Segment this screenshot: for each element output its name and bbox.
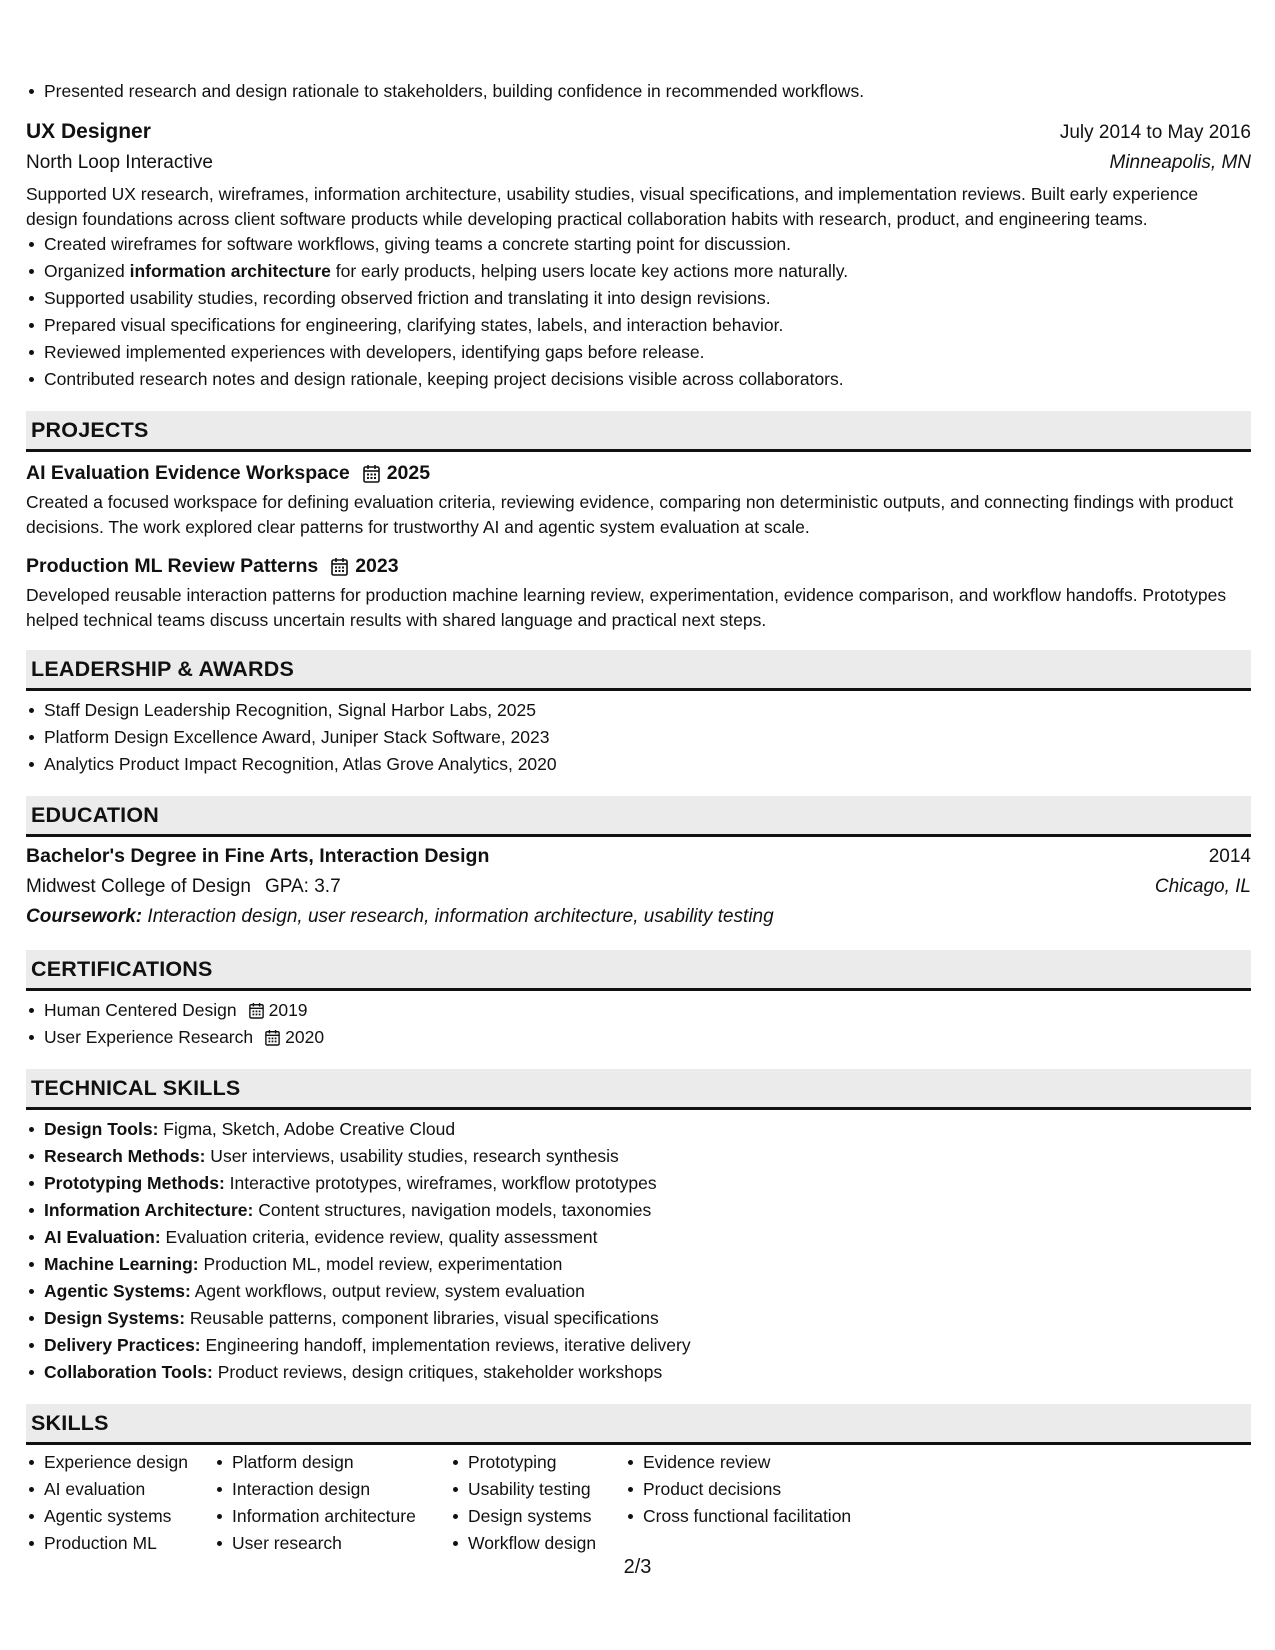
section-title: LEADERSHIP & AWARDS xyxy=(31,656,295,681)
coursework xyxy=(26,902,1251,932)
skill-values: Reusable patterns, component libraries, visual specifications xyxy=(185,1308,659,1328)
certification-name: Human Centered Design xyxy=(44,1000,237,1020)
section-header-certifications xyxy=(26,950,1251,991)
list-item xyxy=(26,1332,1251,1359)
certification xyxy=(44,1024,1251,1051)
section-title: CERTIFICATIONS xyxy=(31,956,213,981)
list-item xyxy=(26,258,1251,285)
job-location: Minneapolis, MN xyxy=(1109,152,1251,173)
list-item: Reviewed implemented experiences with developers, identifying gaps before release. xyxy=(26,339,1251,366)
project-header xyxy=(26,551,1251,581)
company-name: North Loop Interactive xyxy=(26,152,213,173)
list-item xyxy=(26,1197,1251,1224)
section-title: EDUCATION xyxy=(31,802,160,827)
calendar-icon xyxy=(265,1029,280,1046)
skill-values: Product reviews, design critiques, stakeholder workshops xyxy=(212,1362,663,1382)
skill-category: Collaboration Tools: xyxy=(44,1362,213,1382)
list-item: Supported usability studies, recording observed friction and translating it into design revisions. xyxy=(26,285,1251,312)
list-item: Contributed research notes and design rationale, keeping project decisions visible across collaborators. xyxy=(26,366,1251,393)
list-item: Design systems xyxy=(450,1503,605,1530)
job-title: UX Designer xyxy=(26,120,151,143)
job-summary: Supported UX research, wireframes, information architecture, usability studies, visual specifications, and implementation reviews. Built early experience design foundations across client software products while developing practical collaboration habits with research, product, and engineering teams. xyxy=(26,184,1199,229)
bullet-text: Organized xyxy=(44,261,130,281)
education-header xyxy=(26,841,1251,872)
list-item: Interaction design xyxy=(214,1476,430,1503)
skill-category: Research Methods: xyxy=(44,1146,206,1166)
list-item xyxy=(26,1224,1251,1251)
list-item: Usability testing xyxy=(450,1476,605,1503)
awards-list xyxy=(26,697,1251,778)
section-header-leadership xyxy=(26,650,1251,691)
job-subheader xyxy=(26,148,1251,178)
list-item: Presented research and design rationale to stakeholders, building confidence in recommended workflows. xyxy=(26,78,1251,105)
list-item: Platform design xyxy=(214,1449,430,1476)
skill-category: Agentic Systems: xyxy=(44,1281,191,1301)
calendar-icon xyxy=(363,464,380,483)
list-item: Analytics Product Impact Recognition, Atlas Grove Analytics, 2020 xyxy=(26,751,1251,778)
list-item xyxy=(26,1116,1251,1143)
skill-category: Information Architecture: xyxy=(44,1200,254,1220)
list-item xyxy=(26,997,1251,1024)
section-title: TECHNICAL SKILLS xyxy=(31,1075,241,1100)
list-item: Created wireframes for software workflows, giving teams a concrete starting point for discussion. xyxy=(26,231,1251,258)
resume-content xyxy=(26,78,1251,1557)
list-item: Cross functional facilitation xyxy=(625,1503,865,1530)
skill-category: Design Systems: xyxy=(44,1308,186,1328)
list-item: Agentic systems xyxy=(26,1503,194,1530)
skill-values: Evaluation criteria, evidence review, quality assessment xyxy=(160,1227,598,1247)
skill-category: Design Tools: xyxy=(44,1119,159,1139)
section-header-projects xyxy=(26,411,1251,452)
list-item: Information architecture xyxy=(214,1503,430,1530)
section-header-education xyxy=(26,796,1251,837)
certification xyxy=(44,997,1251,1024)
job-bullets xyxy=(26,231,1251,393)
skill-values: Agent workflows, output review, system evaluation xyxy=(190,1281,585,1301)
list-item: User research xyxy=(214,1530,430,1557)
list-item xyxy=(26,1143,1251,1170)
list-item: Experience design xyxy=(26,1449,194,1476)
school-name: Midwest College of Design xyxy=(26,876,251,897)
gpa: GPA: 3.7 xyxy=(264,876,341,897)
list-item: Production ML xyxy=(26,1530,194,1557)
certification-year: 2019 xyxy=(268,1000,308,1020)
list-item: Product decisions xyxy=(625,1476,865,1503)
list-item: Prepared visual specifications for engineering, clarifying states, labels, and interaction behavior. xyxy=(26,312,1251,339)
skill-values: Content structures, navigation models, taxonomies xyxy=(253,1200,652,1220)
skills-columns xyxy=(26,1449,1251,1557)
project-year: 2023 xyxy=(355,554,399,577)
list-item xyxy=(26,1024,1251,1051)
certification-year: 2020 xyxy=(285,1027,325,1047)
skills-column-4 xyxy=(625,1449,865,1557)
project-year: 2025 xyxy=(386,461,431,484)
skill-values: User interviews, usability studies, research synthesis xyxy=(205,1146,619,1166)
school-location: Chicago, IL xyxy=(1154,876,1251,897)
section-title: PROJECTS xyxy=(31,417,149,442)
project-title: Production ML Review Patterns xyxy=(26,554,319,577)
skill-values: Figma, Sketch, Adobe Creative Cloud xyxy=(158,1119,456,1139)
list-item xyxy=(26,1278,1251,1305)
list-item: Evidence review xyxy=(625,1449,865,1476)
job-dates: July 2014 to May 2016 xyxy=(1059,122,1251,143)
calendar-icon xyxy=(331,557,348,576)
page-number: 2/3 xyxy=(623,1556,652,1578)
list-item: Platform Design Excellence Award, Juniper Stack Software, 2023 xyxy=(26,724,1251,751)
section-title: SKILLS xyxy=(31,1410,109,1435)
bullet-text: for early products, helping users locate key actions more naturally. xyxy=(330,261,849,281)
list-item: Prototyping xyxy=(450,1449,605,1476)
skills-column-2 xyxy=(214,1449,430,1557)
coursework-label: Coursework: xyxy=(26,906,143,927)
project-description: Created a focused workspace for defining evaluation criteria, reviewing evidence, comparing non deterministic outputs, and connecting findings with product decisions. The work explored clear patterns for trustworthy AI and agentic system evaluation at scale. xyxy=(26,492,1234,537)
list-item xyxy=(26,1359,1251,1386)
job-header xyxy=(26,117,1251,148)
education-subheader xyxy=(26,872,1251,902)
project-description: Developed reusable interaction patterns for production machine learning review, experimentation, evidence comparison, and workflow handoffs. Prototypes helped technical teams discuss uncertain results with shared language and practical next steps. xyxy=(26,585,1227,630)
project-header xyxy=(26,458,1251,488)
list-item: AI evaluation xyxy=(26,1476,194,1503)
technical-skills-list xyxy=(26,1116,1251,1386)
skill-values: Engineering handoff, implementation reviews, iterative delivery xyxy=(200,1335,691,1355)
list-item xyxy=(26,1170,1251,1197)
skills-column-1 xyxy=(26,1449,194,1557)
graduation-year: 2014 xyxy=(1208,846,1251,867)
calendar-icon xyxy=(249,1002,264,1019)
section-header-technical-skills xyxy=(26,1069,1251,1110)
skill-values: Production ML, model review, experimentation xyxy=(198,1254,563,1274)
skill-category: Machine Learning: xyxy=(44,1254,199,1274)
previous-job-bullets xyxy=(26,78,1251,105)
certifications-list xyxy=(26,997,1251,1051)
list-item: Workflow design xyxy=(450,1530,605,1557)
school-info xyxy=(26,872,341,902)
skills-column-3 xyxy=(450,1449,605,1557)
bullet-emphasis: information architecture xyxy=(129,261,331,281)
coursework-list: Interaction design, user research, information architecture, usability testing xyxy=(142,906,774,927)
degree-title: Bachelor's Degree in Fine Arts, Interaction Design xyxy=(26,845,490,867)
skill-category: Delivery Practices: xyxy=(44,1335,201,1355)
list-item: Staff Design Leadership Recognition, Signal Harbor Labs, 2025 xyxy=(26,697,1251,724)
list-item xyxy=(26,1305,1251,1332)
list-item xyxy=(26,1251,1251,1278)
section-header-skills xyxy=(26,1404,1251,1445)
skill-category: AI Evaluation: xyxy=(44,1227,161,1247)
skill-category: Prototyping Methods: xyxy=(44,1173,225,1193)
skill-values: Interactive prototypes, wireframes, workflow prototypes xyxy=(224,1173,657,1193)
certification-name: User Experience Research xyxy=(44,1027,254,1047)
project-title: AI Evaluation Evidence Workspace xyxy=(26,461,350,484)
